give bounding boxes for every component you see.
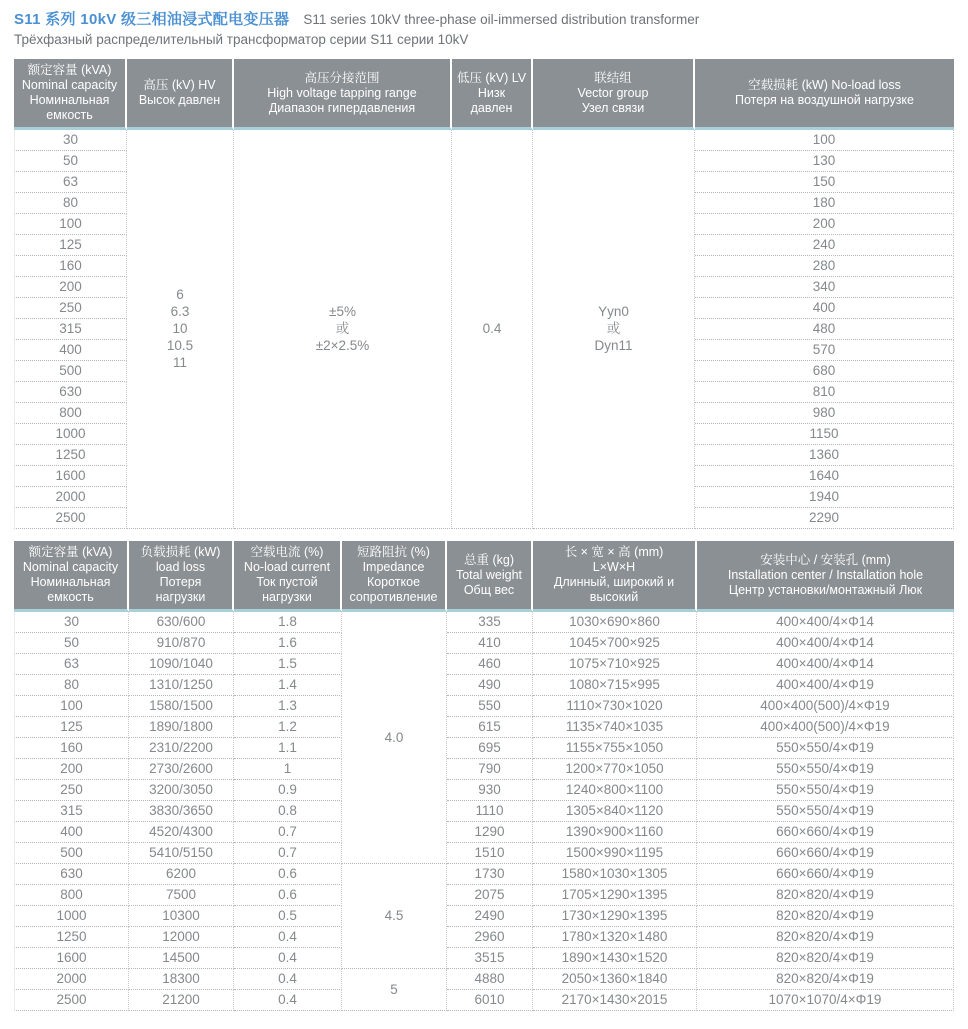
dimensions-cell: 1075×710×925 bbox=[533, 654, 697, 675]
load-loss-cell: 4520/4300 bbox=[129, 822, 234, 843]
total-weight-cell: 4880 bbox=[447, 969, 533, 990]
dimensions-cell: 1500×990×1195 bbox=[533, 843, 697, 864]
capacity-cell: 2500 bbox=[14, 508, 127, 529]
dimensions-cell: 1080×715×995 bbox=[533, 675, 697, 696]
capacity-cell: 400 bbox=[14, 822, 129, 843]
no-load-loss-cell: 810 bbox=[695, 382, 954, 403]
capacity-cell: 80 bbox=[14, 675, 129, 696]
capacity-cell: 400 bbox=[14, 340, 127, 361]
no-load-loss-cell: 980 bbox=[695, 403, 954, 424]
no-load-current-cell: 1.6 bbox=[234, 633, 342, 654]
no-load-loss-cell: 680 bbox=[695, 361, 954, 382]
capacity-cell: 50 bbox=[14, 633, 129, 654]
capacity-cell: 100 bbox=[14, 696, 129, 717]
dimensions-cell: 1045×700×925 bbox=[533, 633, 697, 654]
capacity-cell: 1000 bbox=[14, 906, 129, 927]
t2-header-col0: 额定容量 (kVA) Nominal capacity Номинальная емкость bbox=[14, 541, 129, 612]
no-load-current-cell: 0.4 bbox=[234, 990, 342, 1011]
capacity-cell: 200 bbox=[14, 759, 129, 780]
no-load-current-cell: 0.6 bbox=[234, 864, 342, 885]
dimensions-cell: 1110×730×1020 bbox=[533, 696, 697, 717]
installation-cell: 820×820/4×Φ19 bbox=[697, 969, 954, 990]
capacity-cell: 30 bbox=[14, 612, 129, 633]
capacity-cell: 315 bbox=[14, 801, 129, 822]
load-loss-cell: 10300 bbox=[129, 906, 234, 927]
capacity-cell: 250 bbox=[14, 298, 127, 319]
installation-cell: 400×400/4×Φ14 bbox=[697, 612, 954, 633]
load-loss-cell: 2310/2200 bbox=[129, 738, 234, 759]
table-row bbox=[14, 885, 954, 906]
load-loss-cell: 3830/3650 bbox=[129, 801, 234, 822]
total-weight-cell: 1510 bbox=[447, 843, 533, 864]
dimensions-cell: 2170×1430×2015 bbox=[533, 990, 697, 1011]
installation-cell: 550×550/4×Φ19 bbox=[697, 780, 954, 801]
page-title-english: S11 series 10kV three-phase oil-immersed distribution transformer bbox=[303, 12, 700, 27]
table-row bbox=[14, 990, 954, 1011]
table-row bbox=[14, 906, 954, 927]
no-load-loss-cell: 1940 bbox=[695, 487, 954, 508]
total-weight-cell: 335 bbox=[447, 612, 533, 633]
load-loss-cell: 5410/5150 bbox=[129, 843, 234, 864]
dimensions-cell: 2050×1360×1840 bbox=[533, 969, 697, 990]
total-weight-cell: 695 bbox=[447, 738, 533, 759]
load-loss-cell: 3200/3050 bbox=[129, 780, 234, 801]
load-loss-cell: 2730/2600 bbox=[129, 759, 234, 780]
t2-header-col6: 安装中心 / 安装孔 (mm) Installation center / Installation hole Центр установки/монтажный Люк bbox=[697, 541, 954, 612]
t2-header-col3: 短路阻抗 (%) Impedance Короткое сопротивление bbox=[342, 541, 447, 612]
load-loss-cell: 14500 bbox=[129, 948, 234, 969]
vector-group-cell: Yyn0 或 Dyn11 bbox=[533, 130, 695, 529]
capacity-cell: 63 bbox=[14, 654, 129, 675]
dimensions-cell: 1390×900×1160 bbox=[533, 822, 697, 843]
capacity-cell: 1250 bbox=[14, 445, 127, 466]
table-row bbox=[14, 948, 954, 969]
total-weight-cell: 2075 bbox=[447, 885, 533, 906]
installation-cell: 400×400/4×Φ14 bbox=[697, 654, 954, 675]
dimension-spec-table bbox=[14, 541, 954, 1011]
t1-header-col3: 低压 (kV) LV Низк давлен bbox=[452, 59, 533, 130]
total-weight-cell: 2960 bbox=[447, 927, 533, 948]
no-load-current-cell: 0.5 bbox=[234, 906, 342, 927]
t1-header-col2: 高压分接范围 High voltage tapping range Диапазон гипердавления bbox=[234, 59, 452, 130]
capacity-cell: 160 bbox=[14, 738, 129, 759]
no-load-current-cell: 0.4 bbox=[234, 948, 342, 969]
no-load-current-cell: 1.2 bbox=[234, 717, 342, 738]
installation-cell: 1070×1070/4×Φ19 bbox=[697, 990, 954, 1011]
no-load-current-cell: 0.4 bbox=[234, 969, 342, 990]
no-load-current-cell: 1.1 bbox=[234, 738, 342, 759]
installation-cell: 820×820/4×Φ19 bbox=[697, 948, 954, 969]
capacity-cell: 250 bbox=[14, 780, 129, 801]
load-loss-cell: 18300 bbox=[129, 969, 234, 990]
t1-header-col5: 空载损耗 (kW) No-load loss Потеря на воздушной нагрузке bbox=[695, 59, 954, 130]
no-load-current-cell: 0.6 bbox=[234, 885, 342, 906]
capacity-cell: 800 bbox=[14, 885, 129, 906]
table-row bbox=[14, 717, 954, 738]
no-load-loss-cell: 1640 bbox=[695, 466, 954, 487]
dimensions-cell: 1030×690×860 bbox=[533, 612, 697, 633]
table-row bbox=[14, 969, 954, 990]
installation-cell: 820×820/4×Φ19 bbox=[697, 927, 954, 948]
electrical-spec-table-wrap bbox=[14, 59, 954, 529]
capacity-cell: 630 bbox=[14, 382, 127, 403]
total-weight-cell: 1290 bbox=[447, 822, 533, 843]
capacity-cell: 125 bbox=[14, 717, 129, 738]
no-load-loss-cell: 480 bbox=[695, 319, 954, 340]
table-row bbox=[14, 130, 954, 151]
dimension-spec-table-wrap bbox=[14, 541, 954, 1011]
load-loss-cell: 1890/1800 bbox=[129, 717, 234, 738]
capacity-cell: 50 bbox=[14, 151, 127, 172]
no-load-loss-cell: 240 bbox=[695, 235, 954, 256]
table-row bbox=[14, 927, 954, 948]
no-load-loss-cell: 400 bbox=[695, 298, 954, 319]
no-load-loss-cell: 1360 bbox=[695, 445, 954, 466]
table-row bbox=[14, 633, 954, 654]
impedance-cell: 4.0 bbox=[342, 612, 447, 864]
installation-cell: 820×820/4×Φ19 bbox=[697, 906, 954, 927]
capacity-cell: 500 bbox=[14, 361, 127, 382]
installation-cell: 550×550/4×Φ19 bbox=[697, 759, 954, 780]
t1-header-col4: 联结组 Vector group Узел связи bbox=[533, 59, 695, 130]
no-load-loss-cell: 100 bbox=[695, 130, 954, 151]
no-load-loss-cell: 150 bbox=[695, 172, 954, 193]
table-row bbox=[14, 612, 954, 633]
installation-cell: 400×400/4×Φ14 bbox=[697, 633, 954, 654]
load-loss-cell: 1580/1500 bbox=[129, 696, 234, 717]
t2-header-col5: 长 × 宽 × 高 (mm) L×W×H Длинный, широкий и высокий bbox=[533, 541, 697, 612]
total-weight-cell: 410 bbox=[447, 633, 533, 654]
table-row bbox=[14, 780, 954, 801]
capacity-cell: 2000 bbox=[14, 487, 127, 508]
dimensions-cell: 1200×770×1050 bbox=[533, 759, 697, 780]
no-load-loss-cell: 280 bbox=[695, 256, 954, 277]
total-weight-cell: 790 bbox=[447, 759, 533, 780]
table-row bbox=[14, 822, 954, 843]
no-load-current-cell: 1.3 bbox=[234, 696, 342, 717]
load-loss-cell: 21200 bbox=[129, 990, 234, 1011]
impedance-cell: 4.5 bbox=[342, 864, 447, 969]
no-load-loss-cell: 570 bbox=[695, 340, 954, 361]
t1-header-col1: 高压 (kV) HV Высок давлен bbox=[127, 59, 234, 130]
dimensions-cell: 1580×1030×1305 bbox=[533, 864, 697, 885]
total-weight-cell: 490 bbox=[447, 675, 533, 696]
t2-header-col2: 空载电流 (%) No-load current Ток пустой нагрузки bbox=[234, 541, 342, 612]
no-load-loss-cell: 130 bbox=[695, 151, 954, 172]
load-loss-cell: 1310/1250 bbox=[129, 675, 234, 696]
tapping-range-cell: ±5% 或 ±2×2.5% bbox=[234, 130, 452, 529]
capacity-cell: 200 bbox=[14, 277, 127, 298]
total-weight-cell: 2490 bbox=[447, 906, 533, 927]
no-load-current-cell: 1.5 bbox=[234, 654, 342, 675]
no-load-loss-cell: 2290 bbox=[695, 508, 954, 529]
load-loss-cell: 12000 bbox=[129, 927, 234, 948]
capacity-cell: 100 bbox=[14, 214, 127, 235]
dimensions-cell: 1890×1430×1520 bbox=[533, 948, 697, 969]
dimensions-cell: 1240×800×1100 bbox=[533, 780, 697, 801]
no-load-current-cell: 0.8 bbox=[234, 801, 342, 822]
dimensions-cell: 1305×840×1120 bbox=[533, 801, 697, 822]
electrical-spec-body bbox=[14, 130, 954, 529]
no-load-current-cell: 1.8 bbox=[234, 612, 342, 633]
t2-header-col4: 总重 (kg) Total weight Общ вес bbox=[447, 541, 533, 612]
installation-cell: 400×400(500)/4×Φ19 bbox=[697, 717, 954, 738]
dimensions-cell: 1780×1320×1480 bbox=[533, 927, 697, 948]
dimensions-cell: 1705×1290×1395 bbox=[533, 885, 697, 906]
dimensions-cell: 1155×755×1050 bbox=[533, 738, 697, 759]
dimensions-cell: 1730×1290×1395 bbox=[533, 906, 697, 927]
no-load-current-cell: 0.7 bbox=[234, 822, 342, 843]
total-weight-cell: 615 bbox=[447, 717, 533, 738]
no-load-loss-cell: 180 bbox=[695, 193, 954, 214]
table-row bbox=[14, 801, 954, 822]
no-load-loss-cell: 340 bbox=[695, 277, 954, 298]
capacity-cell: 1600 bbox=[14, 466, 127, 487]
page-title-chinese: S11 系列 10kV 级三相油浸式配电变压器 bbox=[14, 11, 290, 28]
no-load-current-cell: 0.4 bbox=[234, 927, 342, 948]
load-loss-cell: 6200 bbox=[129, 864, 234, 885]
installation-cell: 550×550/4×Φ19 bbox=[697, 801, 954, 822]
capacity-cell: 1000 bbox=[14, 424, 127, 445]
installation-cell: 660×660/4×Φ19 bbox=[697, 822, 954, 843]
installation-cell: 550×550/4×Φ19 bbox=[697, 738, 954, 759]
no-load-loss-cell: 200 bbox=[695, 214, 954, 235]
total-weight-cell: 3515 bbox=[447, 948, 533, 969]
table-row bbox=[14, 675, 954, 696]
capacity-cell: 80 bbox=[14, 193, 127, 214]
load-loss-cell: 7500 bbox=[129, 885, 234, 906]
dimension-spec-header bbox=[14, 541, 954, 612]
hv-voltage-cell: 6 6.3 10 10.5 11 bbox=[127, 130, 234, 529]
capacity-cell: 160 bbox=[14, 256, 127, 277]
no-load-current-cell: 0.9 bbox=[234, 780, 342, 801]
capacity-cell: 630 bbox=[14, 864, 129, 885]
impedance-cell: 5 bbox=[342, 969, 447, 1011]
installation-cell: 660×660/4×Φ19 bbox=[697, 864, 954, 885]
electrical-spec-header bbox=[14, 59, 954, 130]
t1-header-col0: 额定容量 (kVA) Nominal capacity Номинальная емкость bbox=[14, 59, 127, 130]
capacity-cell: 2500 bbox=[14, 990, 129, 1011]
table-row bbox=[14, 864, 954, 885]
load-loss-cell: 910/870 bbox=[129, 633, 234, 654]
table-row bbox=[14, 843, 954, 864]
capacity-cell: 315 bbox=[14, 319, 127, 340]
t2-header-col1: 负载损耗 (kW) load loss Потеря нагрузки bbox=[129, 541, 234, 612]
installation-cell: 660×660/4×Φ19 bbox=[697, 843, 954, 864]
no-load-current-cell: 1.4 bbox=[234, 675, 342, 696]
total-weight-cell: 930 bbox=[447, 780, 533, 801]
load-loss-cell: 630/600 bbox=[129, 612, 234, 633]
capacity-cell: 1600 bbox=[14, 948, 129, 969]
total-weight-cell: 1110 bbox=[447, 801, 533, 822]
total-weight-cell: 6010 bbox=[447, 990, 533, 1011]
no-load-current-cell: 0.7 bbox=[234, 843, 342, 864]
total-weight-cell: 1730 bbox=[447, 864, 533, 885]
capacity-cell: 2000 bbox=[14, 969, 129, 990]
capacity-cell: 1250 bbox=[14, 927, 129, 948]
table-row bbox=[14, 696, 954, 717]
load-loss-cell: 1090/1040 bbox=[129, 654, 234, 675]
installation-cell: 820×820/4×Φ19 bbox=[697, 885, 954, 906]
page-title-russian: Трёхфазный распределительный трансформатор серии S11 серии 10kV bbox=[14, 32, 469, 47]
table-row bbox=[14, 654, 954, 675]
capacity-cell: 800 bbox=[14, 403, 127, 424]
lv-voltage-cell: 0.4 bbox=[452, 130, 533, 529]
dimensions-cell: 1135×740×1035 bbox=[533, 717, 697, 738]
total-weight-cell: 550 bbox=[447, 696, 533, 717]
capacity-cell: 30 bbox=[14, 130, 127, 151]
capacity-cell: 500 bbox=[14, 843, 129, 864]
total-weight-cell: 460 bbox=[447, 654, 533, 675]
electrical-spec-table bbox=[14, 59, 954, 529]
capacity-cell: 63 bbox=[14, 172, 127, 193]
capacity-cell: 125 bbox=[14, 235, 127, 256]
dimension-spec-body bbox=[14, 612, 954, 1011]
table-row bbox=[14, 738, 954, 759]
no-load-current-cell: 1 bbox=[234, 759, 342, 780]
no-load-loss-cell: 1150 bbox=[695, 424, 954, 445]
page-title bbox=[14, 8, 954, 29]
installation-cell: 400×400(500)/4×Φ19 bbox=[697, 696, 954, 717]
installation-cell: 400×400/4×Φ19 bbox=[697, 675, 954, 696]
table-row bbox=[14, 759, 954, 780]
